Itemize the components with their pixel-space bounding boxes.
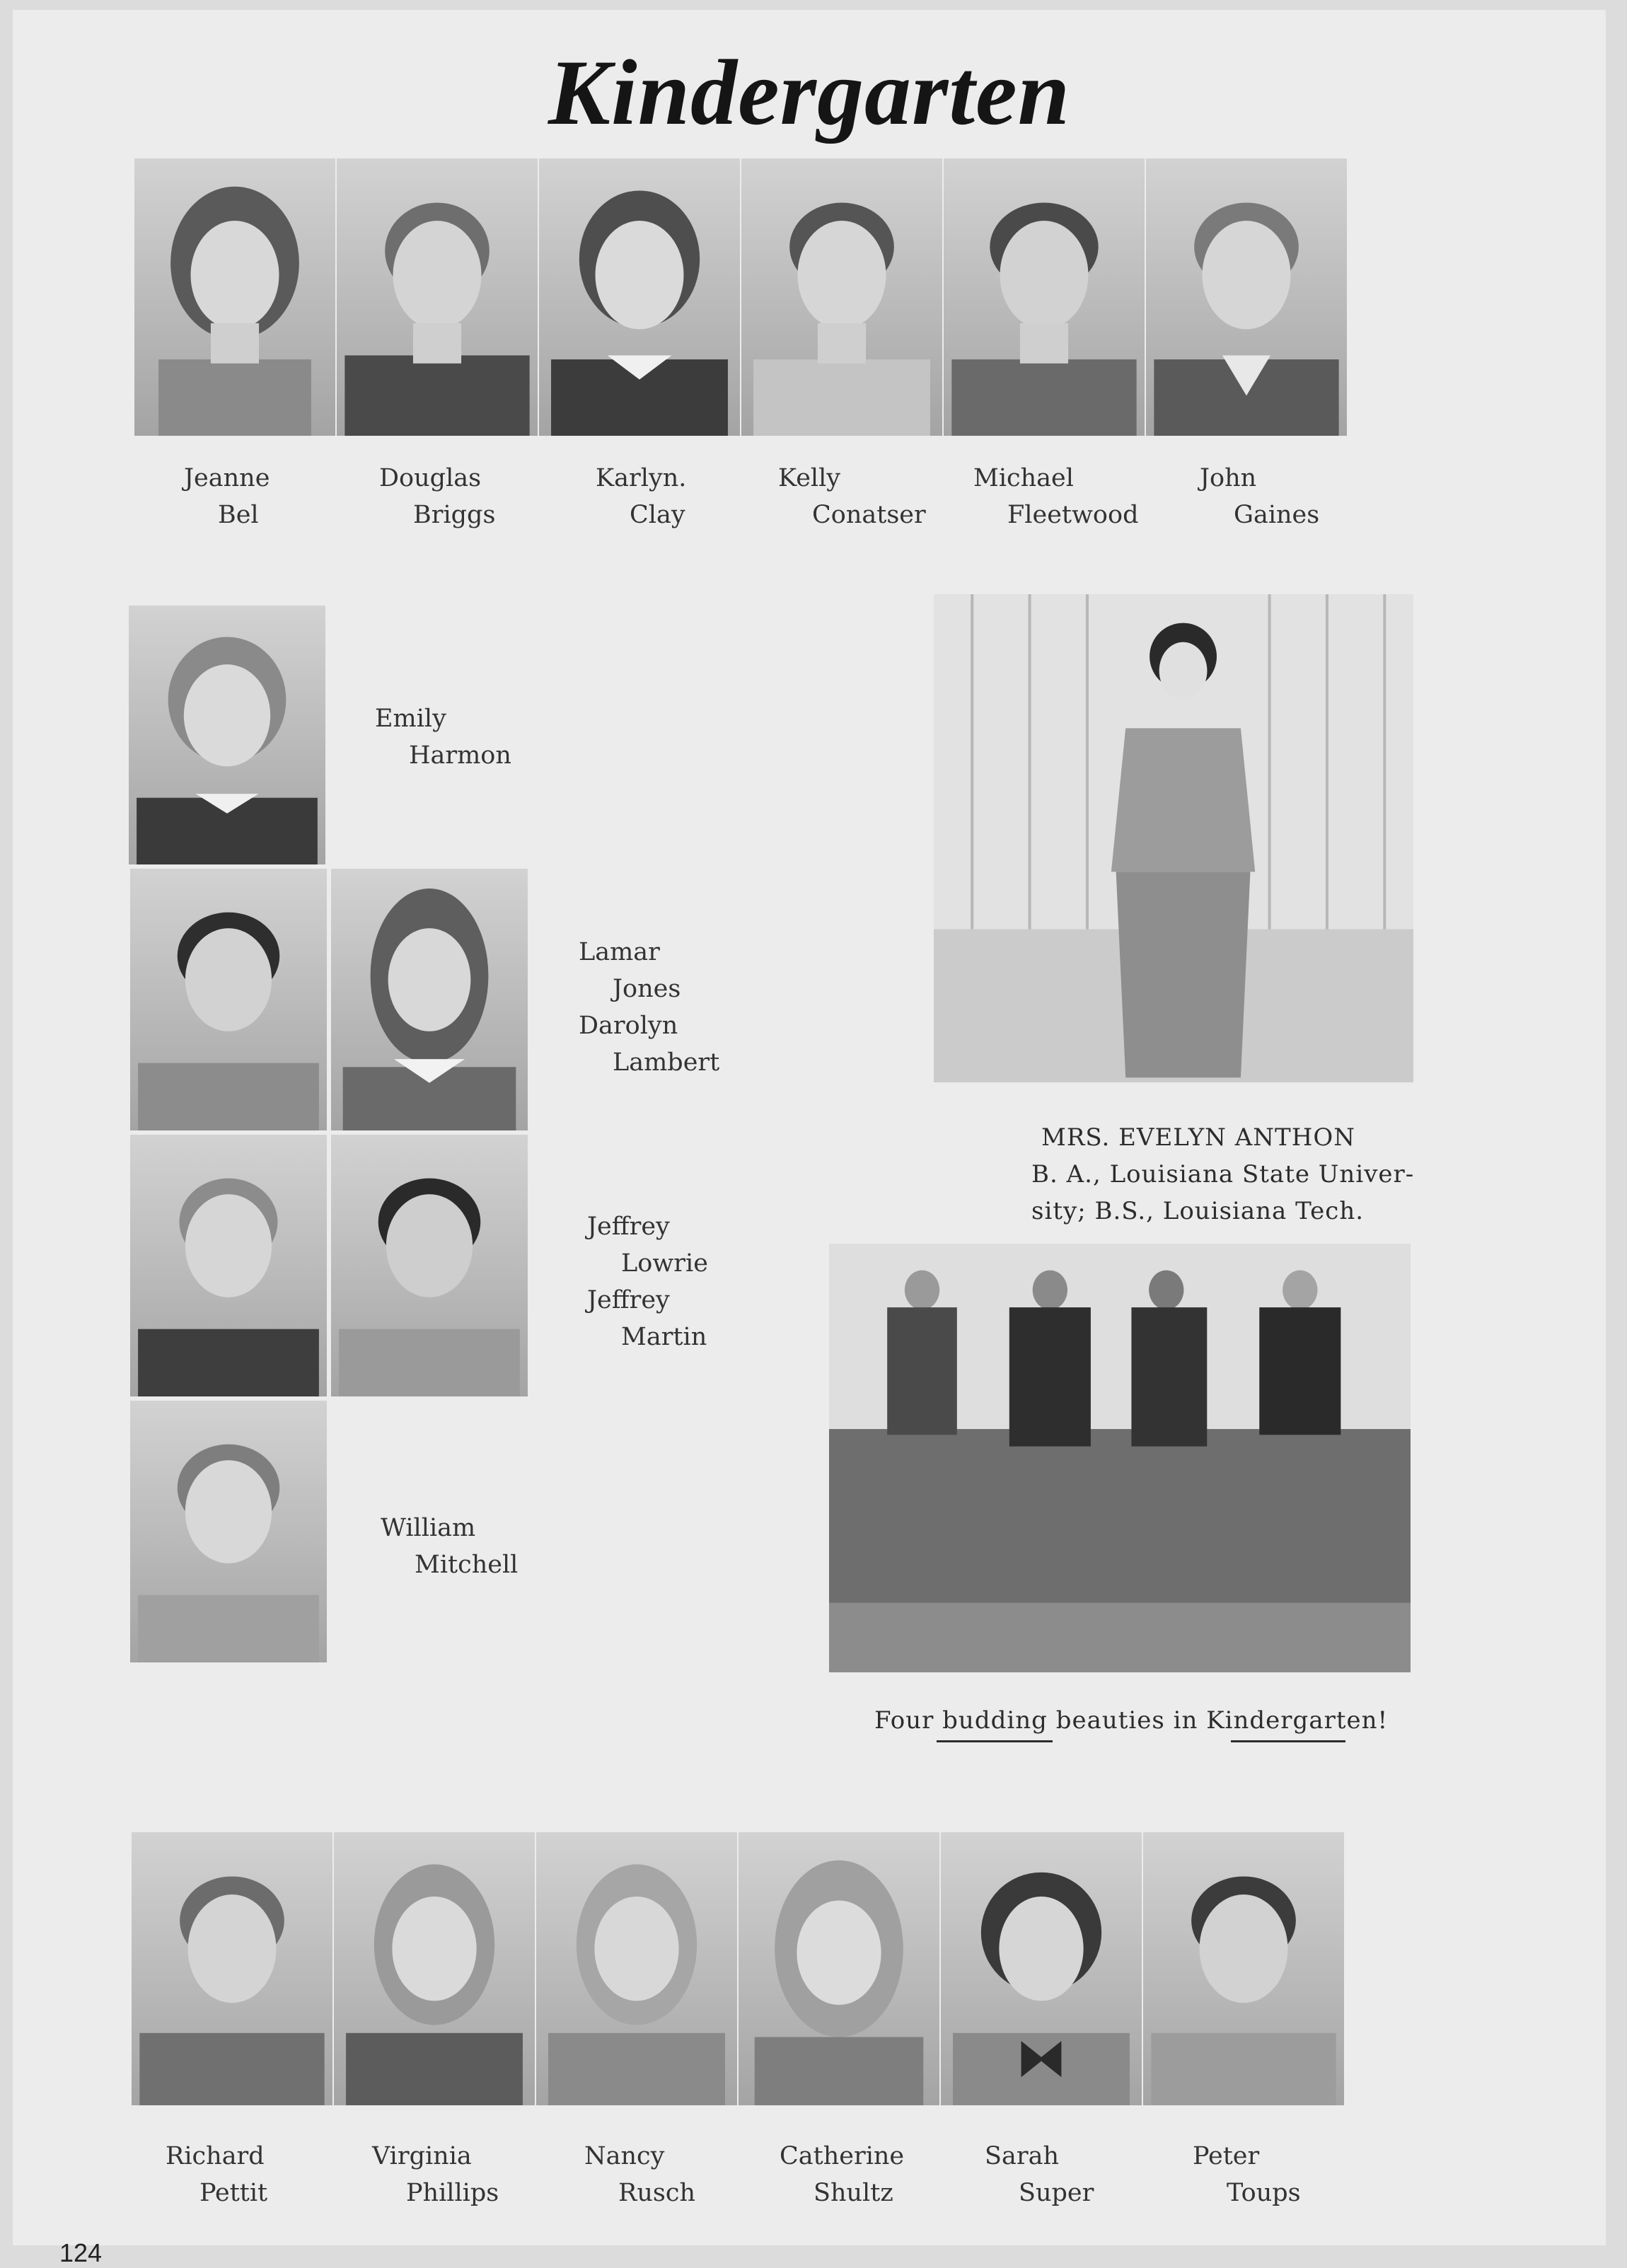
first-name: John xyxy=(1200,464,1257,492)
portrait-photo xyxy=(134,158,335,436)
first-name: Jeffrey xyxy=(587,1286,670,1314)
portrait-photo xyxy=(129,606,325,864)
last-name: Shultz xyxy=(814,2179,893,2207)
last-name: Lowrie xyxy=(621,1249,708,1278)
student-name xyxy=(375,700,511,774)
student-name xyxy=(1200,460,1319,533)
first-name: Karlyn. xyxy=(596,464,687,492)
first-name: Lamar xyxy=(579,938,660,966)
student-name xyxy=(166,2138,267,2211)
last-name: Bel xyxy=(218,501,259,529)
portrait-photo xyxy=(334,1832,535,2105)
portrait-photo xyxy=(539,158,740,436)
last-name: Lambert xyxy=(613,1048,720,1077)
portrait-photo xyxy=(331,869,528,1130)
student-name xyxy=(579,934,719,1081)
last-name: Fleetwood xyxy=(1007,501,1139,529)
first-name: Sarah xyxy=(985,2142,1059,2170)
first-name: Catherine xyxy=(780,2142,905,2170)
student-name xyxy=(973,460,1138,533)
page-number: 124 xyxy=(59,2238,103,2267)
portrait-photo xyxy=(130,1135,327,1396)
teacher-degree: B. A., Louisiana State Univer- xyxy=(1031,1160,1415,1188)
student-name xyxy=(184,460,270,533)
first-name: Peter xyxy=(1193,2142,1260,2170)
student-name xyxy=(381,1510,518,1583)
last-name: Super xyxy=(1019,2179,1094,2207)
last-name: Mitchell xyxy=(415,1551,519,1579)
last-name: Toups xyxy=(1227,2179,1301,2207)
teacher-name: MRS. EVELYN ANTHON xyxy=(1041,1123,1355,1152)
caption-underline xyxy=(1231,1740,1345,1742)
last-name: Pettit xyxy=(199,2179,268,2207)
last-name: Phillips xyxy=(406,2179,499,2207)
last-name: Clay xyxy=(630,501,685,529)
first-name: Virginia xyxy=(372,2142,472,2170)
first-name: Douglas xyxy=(379,464,482,492)
group-photo xyxy=(829,1244,1411,1672)
first-name: Darolyn xyxy=(579,1012,678,1040)
teacher-caption xyxy=(1031,1119,1414,1230)
student-name xyxy=(587,1208,708,1355)
last-name: Rusch xyxy=(618,2179,695,2207)
portrait-photo xyxy=(1143,1832,1344,2105)
last-name: Harmon xyxy=(409,741,511,770)
first-name: William xyxy=(381,1514,476,1542)
group-photo-caption: Four budding beauties in Kindergarten! xyxy=(874,1706,1389,1735)
first-name: Emily xyxy=(375,705,446,733)
first-name: Nancy xyxy=(584,2142,665,2170)
first-name: Jeanne xyxy=(184,464,270,492)
portrait-photo xyxy=(132,1832,332,2105)
page-title: Kindergarten xyxy=(548,40,1071,144)
teacher-degree: sity; B.S., Louisiana Tech. xyxy=(1031,1197,1365,1225)
portrait-photo xyxy=(331,1135,528,1396)
last-name: Gaines xyxy=(1234,501,1320,529)
first-name: Jeffrey xyxy=(587,1213,670,1241)
teacher-photo xyxy=(934,594,1413,1082)
last-name: Jones xyxy=(613,975,681,1003)
portrait-photo xyxy=(130,869,327,1130)
last-name: Martin xyxy=(621,1323,707,1351)
portrait-photo xyxy=(741,158,942,436)
yearbook-page xyxy=(13,10,1606,2267)
portrait-photo xyxy=(536,1832,737,2105)
portrait-photo xyxy=(941,1832,1142,2105)
portrait-photo xyxy=(944,158,1145,436)
student-name xyxy=(372,2138,499,2211)
student-name xyxy=(379,460,495,533)
student-name xyxy=(778,460,926,533)
student-name xyxy=(596,460,686,533)
caption-underline xyxy=(937,1740,1053,1742)
first-name: Richard xyxy=(166,2142,265,2170)
student-name xyxy=(1193,2138,1301,2211)
student-name xyxy=(780,2138,904,2211)
portrait-photo xyxy=(739,1832,939,2105)
portrait-photo xyxy=(130,1401,327,1662)
first-name: Michael xyxy=(973,464,1074,492)
last-name: Conatser xyxy=(812,501,926,529)
first-name: Kelly xyxy=(778,464,841,492)
portrait-photo xyxy=(337,158,538,436)
last-name: Briggs xyxy=(413,501,496,529)
portrait-photo xyxy=(1146,158,1347,436)
student-name xyxy=(985,2138,1094,2211)
student-name xyxy=(584,2138,695,2211)
